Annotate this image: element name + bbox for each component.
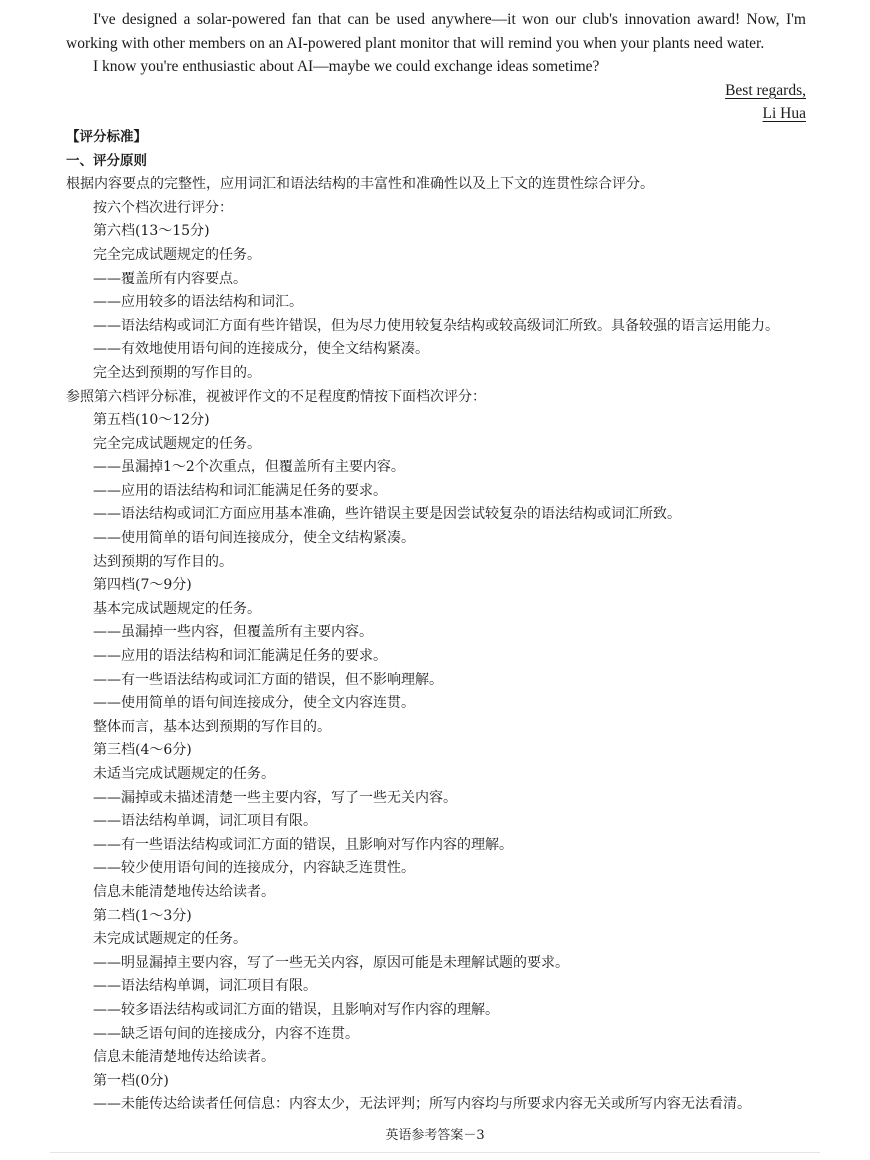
rubric-line: 未完成试题规定的任务。 — [93, 931, 247, 948]
rubric-line: 信息未能清楚地传达给读者。 — [93, 1049, 275, 1066]
rubric-line: ——语法结构或词汇方面应用基本准确，些许错误主要是因尝试较复杂的语法结构或词汇所致。 — [93, 506, 681, 523]
rubric-line: 完全完成试题规定的任务。 — [93, 435, 261, 452]
letter-excerpt — [66, 8, 806, 79]
rubric-line: 按六个档次进行评分： — [93, 199, 233, 216]
rubric-line: 基本完成试题规定的任务。 — [93, 600, 261, 617]
document-body — [66, 8, 806, 1117]
rubric-line: 【评分标准】 — [66, 128, 147, 145]
rubric-line: 完全达到预期的写作目的。 — [93, 364, 261, 381]
rubric-line: ——虽漏掉一些内容，但覆盖所有主要内容。 — [93, 624, 373, 641]
letter-line: I've designed a solar-powered fan that can be used anywhere—it won our club's innovation award! Now, I'm — [93, 11, 806, 28]
rubric-line: ——漏掉或未描述清楚一些主要内容，写了一些无关内容。 — [93, 789, 457, 806]
rubric-line: ——使用简单的语句间连接成分，使全文内容连贯。 — [93, 695, 415, 712]
rubric-line: ——有一些语法结构或词汇方面的错误，但不影响理解。 — [93, 671, 443, 688]
closing: Best regards, — [725, 81, 806, 99]
rubric-line: ——有一些语法结构或词汇方面的错误，且影响对写作内容的理解。 — [93, 836, 513, 853]
rubric-line: 一、评分原则 — [66, 152, 147, 169]
rubric-line: ——语法结构或词汇方面有些许错误，但为尽力使用较复杂结构或较高级词汇所致。具备较强的语言运用能力。 — [93, 317, 779, 334]
rubric-line: 第一档(0分) — [93, 1072, 169, 1089]
rubric-line: 根据内容要点的完整性，应用词汇和语法结构的丰富性和准确性以及上下文的连贯性综合评分。 — [66, 176, 654, 193]
rubric-line: ——较少使用语句间的连接成分，内容缺乏连贯性。 — [93, 860, 415, 877]
rubric-line: ——缺乏语句间的连接成分，内容不连贯。 — [93, 1025, 359, 1042]
rubric-line: ——有效地使用语句间的连接成分，使全文结构紧凑。 — [93, 341, 429, 358]
signature: Li Hua — [762, 105, 806, 123]
rubric-line: 第四档(7～9分) — [93, 577, 192, 594]
rubric-line: 完全完成试题规定的任务。 — [93, 246, 261, 263]
rubric-line: 第三档(4～6分) — [93, 742, 192, 759]
rubric-line: 第五档(10～12分) — [93, 412, 210, 429]
rubric-line: ——明显漏掉主要内容，写了一些无关内容，原因可能是未理解试题的要求。 — [93, 954, 569, 971]
letter-line: I know you're enthusiastic about AI—maybe we could exchange ideas sometime? — [93, 58, 600, 76]
rubric-line: 整体而言，基本达到预期的写作目的。 — [93, 718, 331, 735]
rubric-line: 信息未能清楚地传达给读者。 — [93, 883, 275, 900]
rubric-line: ——虽漏掉1～2个次重点，但覆盖所有主要内容。 — [93, 459, 405, 476]
page-footer: 英语参考答案－3 — [385, 1128, 485, 1143]
rubric-line: ——语法结构单调，词汇项目有限。 — [93, 978, 317, 995]
rubric-line: ——覆盖所有内容要点。 — [93, 270, 247, 287]
rubric-line: 达到预期的写作目的。 — [93, 553, 233, 570]
letter-line: working with other members on an AI-powered plant monitor that will remind you when your plants need water. — [66, 34, 765, 52]
rubric-line: ——应用的语法结构和词汇能满足任务的要求。 — [93, 482, 387, 499]
rubric-line: ——应用较多的语法结构和词汇。 — [93, 294, 303, 311]
rubric-line: 第六档(13～15分) — [93, 223, 210, 240]
rubric-line: 第二档(1～3分) — [93, 907, 192, 924]
rubric-line: 未适当完成试题规定的任务。 — [93, 766, 275, 782]
rubric-line: ——未能传达给读者任何信息：内容太少，无法评判；所写内容均与所要求内容无关或所写内容无法看清。 — [93, 1096, 751, 1113]
rubric-line: ——使用简单的语句间连接成分，使全文结构紧凑。 — [93, 530, 415, 547]
rubric-line: ——应用的语法结构和词汇能满足任务的要求。 — [93, 648, 387, 665]
rubric-line: 参照第六档评分标准，视被评作文的不足程度酌情按下面档次评分： — [66, 388, 486, 405]
divider — [50, 1152, 820, 1153]
scoring-rubric — [66, 126, 806, 1117]
rubric-line: ——较多语法结构或词汇方面的错误，且影响对写作内容的理解。 — [93, 1001, 499, 1018]
rubric-line: ——语法结构单调，词汇项目有限。 — [93, 813, 317, 830]
